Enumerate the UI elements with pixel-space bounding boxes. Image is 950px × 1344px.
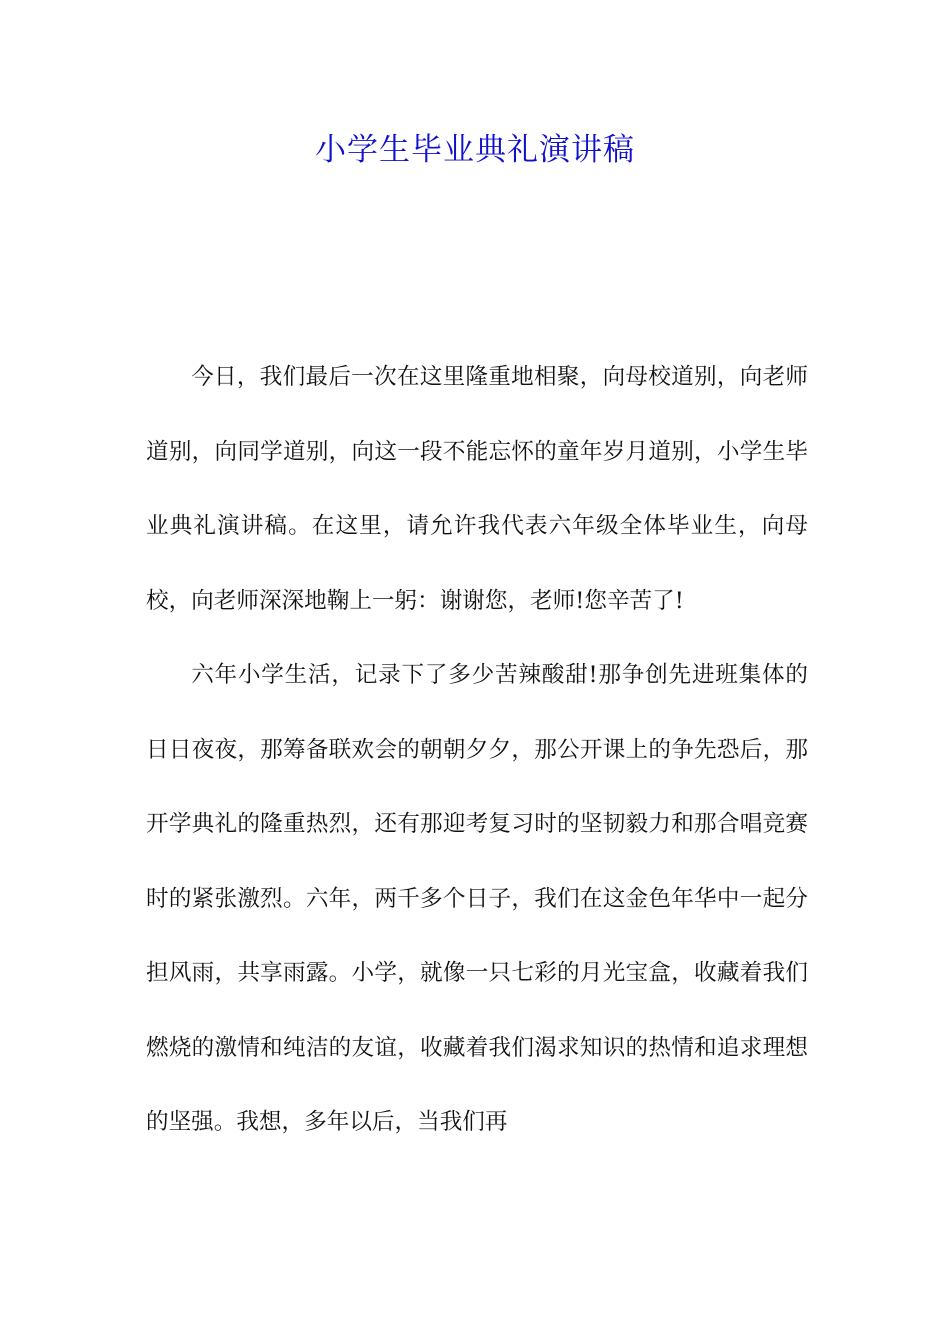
- paragraph-1: 今日，我们最后一次在这里隆重地相聚，向母校道别，向老师道别，向同学道别，向这一段不能忘怀的童年岁月道别，小学生毕业典礼演讲稿。在这里，请允许我代表六年级全体毕业生，向母校，向老师深深地鞠上一躬：谢谢您，老师!您辛苦了!: [146, 364, 808, 614]
- paragraph-2: 六年小学生活，记录下了多少苦辣酸甜!那争创先进班集体的日日夜夜，那筹备联欢会的朝朝夕夕，那公开课上的争先恐后，那开学典礼的隆重热烈，还有那迎考复习时的坚韧毅力和那合唱竞赛时的紧张激烈。六年，两千多个日子，我们在这金色年华中一起分担风雨，共享雨露。小学，就像一只七彩的月光宝盒，收藏着我们燃烧的激情和纯洁的友谊，收藏着我们渴求知识的热情和追求理想的坚强。我想，多年以后，当我们再: [146, 662, 808, 1135]
- document-body: [146, 340, 808, 1160]
- document-title: 小学生毕业典礼演讲稿: [315, 132, 635, 168]
